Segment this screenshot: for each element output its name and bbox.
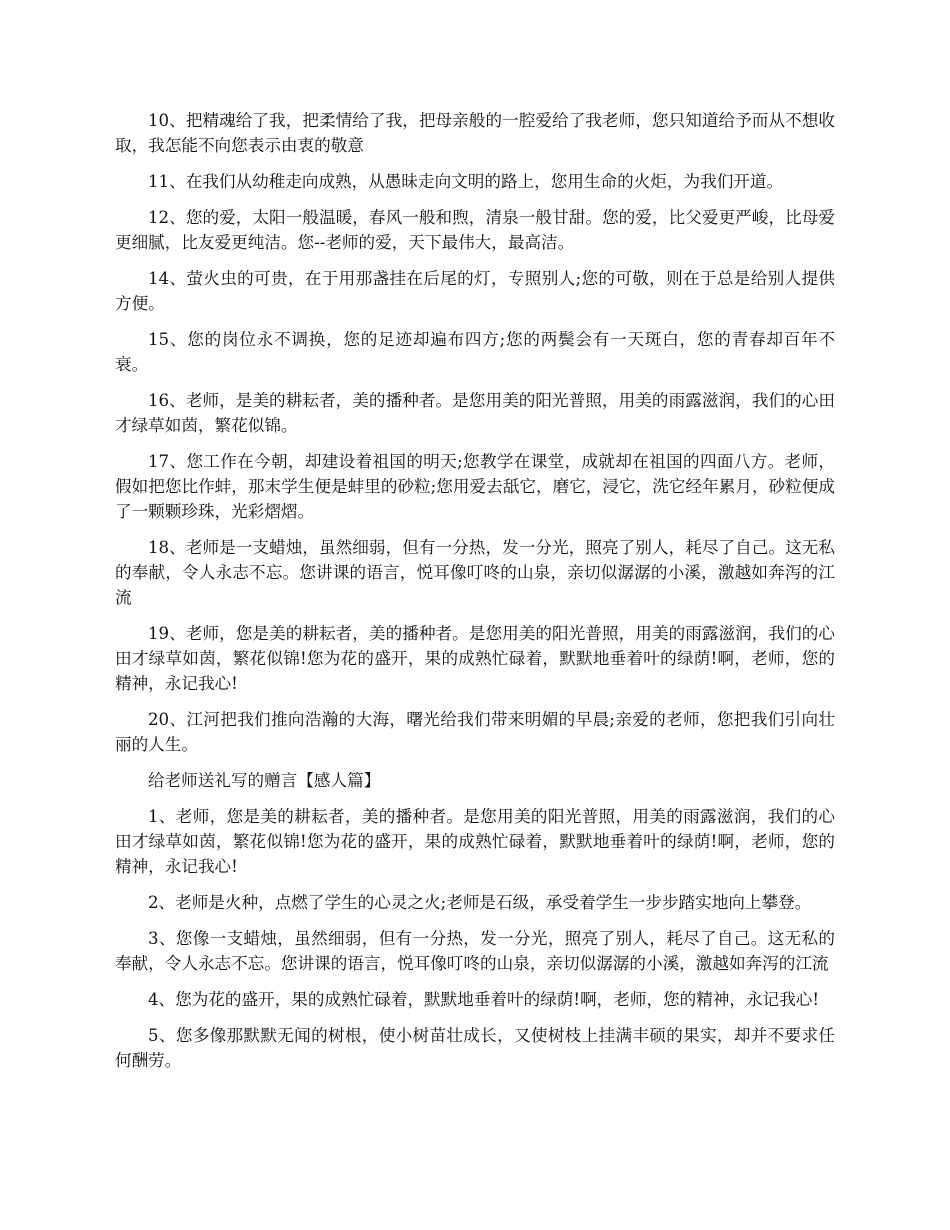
section-paragraph-4: 4、您为花的盛开，果的成熟忙碌着，默默地垂着叶的绿荫!啊，老师，您的精神，永记我心! [148,990,820,1009]
paragraph-19: 19、老师，您是美的耕耘者，美的播种者。是您用美的阳光普照，用美的雨露滋润，我们的心田才绿草如茵，繁花似锦!您为花的盛开，果的成熟忙碌着，默默地垂着叶的绿荫!啊，老师，您的精神，永记我心! [115,624,835,693]
paragraph-15: 15、您的岗位永不调换，您的足迹却遍布四方;您的两鬓会有一天斑白，您的青春却百年不衰。 [115,330,835,374]
paragraph-11: 11、在我们从幼稚走向成熟，从愚昧走向文明的路上，您用生命的火炬，为我们开道。 [148,172,784,191]
paragraph-20: 20、江河把我们推向浩瀚的大海，曙光给我们带来明媚的早晨;亲爱的老师，您把我们引向壮丽的人生。 [115,710,835,754]
section-paragraph-5: 5、您多像那默默无闻的树根，使小树苗壮成长，又使树枝上挂满丰硕的果实，却并不要求任何酬劳。 [115,1026,835,1070]
section-paragraph-3: 3、您像一支蜡烛，虽然细弱，但有一分热，发一分光，照亮了别人，耗尽了自己。这无私的奉献，令人永志不忘。您讲课的语言，悦耳像叮咚的山泉，亲切似潺潺的小溪，激越如奔泻的江流 [115,929,835,973]
paragraph-17: 17、您工作在今朝，却建设着祖国的明天;您教学在课堂，成就却在祖国的四面八方。老师，假如把您比作蚌，那末学生便是蚌里的砂粒;您用爱去舐它，磨它，浸它，洗它经年累月，砂粒便成了一颗颗珍珠，光彩熠熠。 [115,452,835,521]
paragraph-10: 10、把精魂给了我，把柔情给了我，把母亲般的一腔爱给了我老师，您只知道给予而从不想收取，我怎能不向您表示由衷的敬意 [115,111,835,155]
section-heading: 给老师送礼写的赠言【感人篇】 [148,771,381,790]
paragraph-18: 18、老师是一支蜡烛，虽然细弱，但有一分热，发一分光，照亮了别人，耗尽了自己。这无私的奉献，令人永志不忘。您讲课的语言，悦耳像叮咚的山泉，亲切似潺潺的小溪，激越如奔泻的江流 [115,538,835,607]
document-body [115,108,835,1084]
section-paragraph-1: 1、老师，您是美的耕耘者，美的播种者。是您用美的阳光普照，用美的雨露滋润，我们的心田才绿草如茵，繁花似锦!您为花的盛开，果的成熟忙碌着，默默地垂着叶的绿荫!啊，老师，您的精神，永记我心! [115,807,835,876]
section-paragraph-2: 2、老师是火种，点燃了学生的心灵之火;老师是石级，承受着学生一步步踏实地向上攀登。 [148,893,812,912]
paragraph-12: 12、您的爱，太阳一般温暖，春风一般和煦，清泉一般甘甜。您的爱，比父爱更严峻，比母爱更细腻，比友爱更纯洁。您--老师的爱，天下最伟大，最高洁。 [115,208,835,252]
paragraph-14: 14、萤火虫的可贵，在于用那盏挂在后尾的灯，专照别人;您的可敬，则在于总是给别人提供方便。 [115,269,835,313]
paragraph-16: 16、老师，是美的耕耘者，美的播种者。是您用美的阳光普照，用美的雨露滋润，我们的心田才绿草如茵，繁花似锦。 [115,391,835,435]
